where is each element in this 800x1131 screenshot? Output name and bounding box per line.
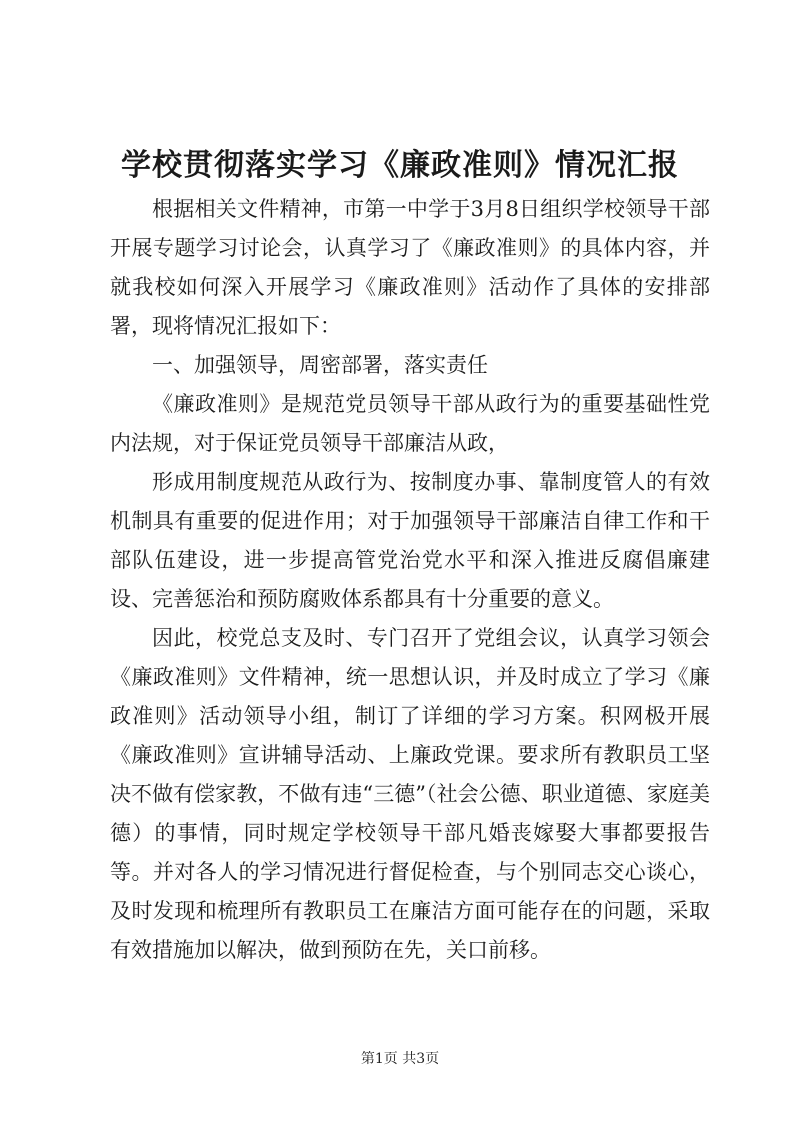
page-footer: 第1页 共3页 [360, 1051, 440, 1067]
document-body [110, 190, 710, 970]
section-heading: 一、加强领导，周密部署，落实责任 [152, 353, 488, 377]
paragraph-actions: 因此，校党总支及时、专门召开了党组会议，认真学习领会《廉政准则》文件精神，统一思想认识，并及时成立了学习《廉政准则》活动领导小组，制订了详细的学习方案。积网极开展《廉政准则》宣讲辅导活动、上廉政党课。要求所有教职员工坚决不做有偿家教，不做有违“三德”（社会公德、职业道德、家庭美德）的事情，同时规定学校领导干部凡婚丧嫁娶大事都要报告等。并对各人的学习情况进行督促检查，与个别同志交心谈心，及时发现和梳理所有教职员工在廉洁方面可能存在的问题，采取有效措施加以解决，做到预防在先，关口前移。 [110, 626, 710, 962]
paragraph-regulation: 《廉政准则》是规范党员领导干部从政行为的重要基础性党内法规，对于保证党员领导干部廉洁从政， [110, 392, 710, 455]
paragraph-significance: 形成用制度规范从政行为、按制度办事、靠制度管人的有效机制具有重要的促进作用；对于加强领导干部廉洁自律工作和干部队伍建设，进一步提高管党治党水平和深入推进反腐倡廉建设、完善惩治和预防腐败体系都具有十分重要的意义。 [110, 470, 710, 611]
document-title: 学校贯彻落实学习《廉政准则》情况汇报 [121, 148, 679, 183]
paragraph-intro: 根据相关文件精神，市第一中学于3月8日组织学校领导干部开展专题学习讨论会，认真学习了《廉政准则》的具体内容，并就我校如何深入开展学习《廉政准则》活动作了具体的安排部署，现将情况汇报如下： [110, 197, 710, 338]
